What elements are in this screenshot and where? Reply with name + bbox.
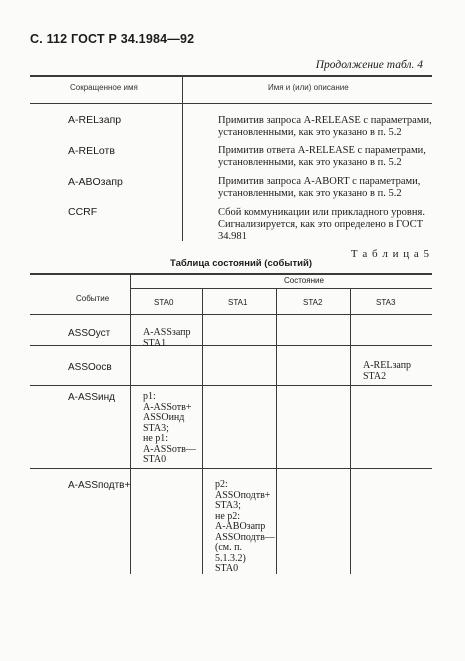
page-header: С. 112 ГОСТ Р 34.1984—92 bbox=[30, 32, 195, 46]
state-sta3: STA3 bbox=[376, 298, 396, 307]
desc-line: Примитив запроса A-RELEASE с параметрами, bbox=[218, 115, 432, 126]
table5-row-rule bbox=[30, 345, 432, 346]
state-sta0: STA0 bbox=[154, 298, 174, 307]
table4-row-desc bbox=[218, 145, 426, 169]
table5-state-rule bbox=[130, 288, 432, 289]
table4-column-divider bbox=[182, 76, 183, 241]
table4-row-desc bbox=[218, 176, 426, 200]
state-cell: p1: A-ASSотв+ ASSOинд STA3; не p1: A-ASSотв— STA0 bbox=[143, 391, 196, 465]
desc-line: Примитив ответа A-RELEASE с параметрами, bbox=[218, 145, 426, 156]
table5-top-border bbox=[30, 273, 432, 275]
table5-state-header: Состояние bbox=[284, 276, 324, 285]
table5-title: Таблица состояний (событий) bbox=[170, 258, 313, 269]
table4-row-abbr: A-RELзапр bbox=[68, 114, 122, 126]
event-label: ASSOосв bbox=[68, 362, 112, 373]
table4-row-abbr: CCRF bbox=[68, 206, 98, 218]
table5-header-rule bbox=[30, 314, 432, 315]
desc-line: Сбой коммуникации или прикладного уровня. bbox=[218, 207, 425, 218]
table4-header-rule bbox=[30, 103, 432, 104]
table4-row-abbr: A-RELотв bbox=[68, 145, 115, 157]
state-sta2: STA2 bbox=[303, 298, 323, 307]
table5-column-divider bbox=[202, 289, 203, 574]
desc-line: 34.981 bbox=[218, 231, 247, 242]
table4-top-border bbox=[30, 75, 432, 77]
table5-column-divider bbox=[130, 274, 131, 574]
state-cell: p2: ASSOподтв+ STA3; не p2: A-ABOзапр ASSOподтв— (см. п. 5.1.3.2) STA0 bbox=[215, 479, 275, 574]
table4-header-desc: Имя и (или) описание bbox=[268, 83, 349, 92]
event-label: A-ASSинд bbox=[68, 392, 115, 403]
table5-column-divider bbox=[276, 289, 277, 574]
table4-row-abbr: A-ABOзапр bbox=[68, 176, 123, 188]
state-cell: A-RELзапр STA2 bbox=[363, 360, 412, 382]
table4-row-desc bbox=[218, 115, 432, 139]
event-label: ASSOуст bbox=[68, 328, 111, 339]
table5-row-rule bbox=[30, 385, 432, 386]
state-sta1: STA1 bbox=[228, 298, 248, 307]
table5-event-header: Событие bbox=[76, 294, 110, 303]
desc-line: Сигнализируется, как это определено в ГОСТ bbox=[218, 219, 423, 230]
table5-caption: Т а б л и ц а 5 bbox=[350, 248, 430, 260]
table4-header-abbr: Сокращенное имя bbox=[70, 83, 138, 92]
desc-line: установленными, как это указано в п. 5.2 bbox=[218, 127, 402, 138]
table5-row-rule bbox=[30, 468, 432, 469]
continuation-label: Продолжение табл. 4 bbox=[315, 59, 423, 71]
desc-line: Примитив запроса A-ABORT с параметрами, bbox=[218, 176, 421, 187]
table5-column-divider bbox=[350, 289, 351, 574]
state-cell: A-ASSзапр STA1 bbox=[143, 327, 191, 349]
desc-line: установленными, как это указано в п. 5.2 bbox=[218, 188, 402, 199]
desc-line: установленными, как это указано в п. 5.2 bbox=[218, 157, 402, 168]
table4-row-desc bbox=[218, 207, 426, 243]
event-label: A-ASSподтв+ bbox=[68, 480, 131, 491]
